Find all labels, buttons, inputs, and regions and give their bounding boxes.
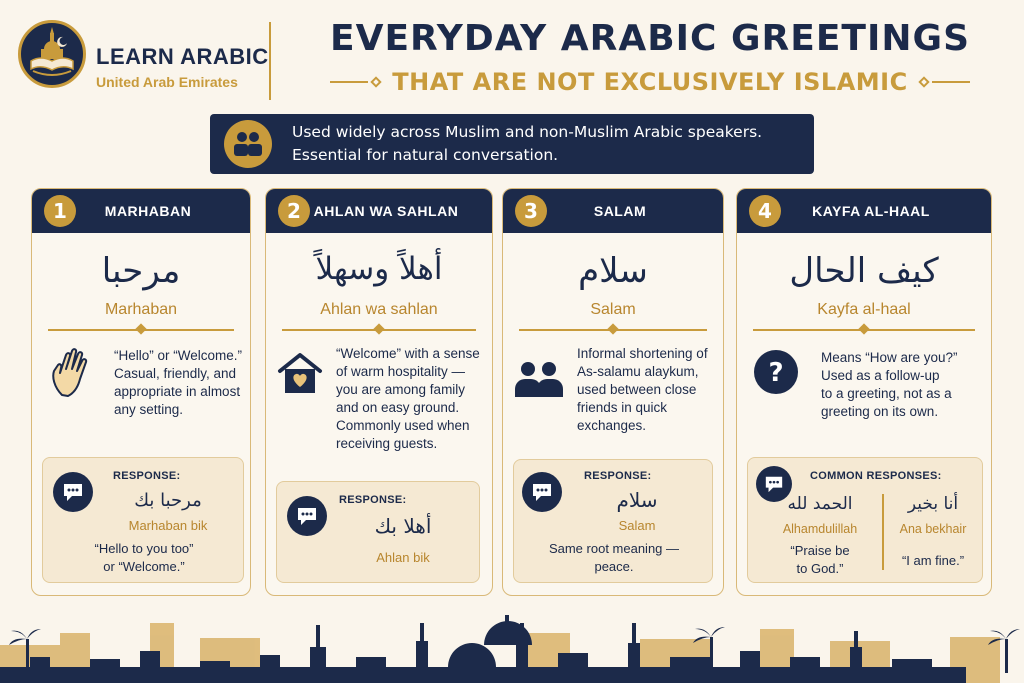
card-number: 4 xyxy=(749,195,781,227)
card-description xyxy=(821,349,989,421)
page-title: EVERYDAY ARABIC GREETINGS xyxy=(329,18,970,59)
arabic-greeting: كيف الحال xyxy=(789,251,939,291)
response-arabic: مرحبا بك xyxy=(134,490,202,511)
desc-line: “Welcome” with a sense xyxy=(336,346,480,361)
people-icon xyxy=(513,359,565,403)
speech-bubble-icon xyxy=(53,472,93,512)
arabic-greeting: سلام xyxy=(578,251,648,291)
speech-bubble-icon xyxy=(287,496,327,536)
card-heading: KAYFA AL-HAAL xyxy=(812,203,930,219)
arabic-greeting: أهلاً وسهلاً xyxy=(315,251,443,287)
response-label: RESPONSE: xyxy=(584,470,652,482)
banner-line-2: Essential for natural conversation. xyxy=(292,146,559,164)
meaning-line: “Hello to you too” xyxy=(94,541,194,556)
card-heading: SALAM xyxy=(593,203,647,219)
response-meaning-left xyxy=(770,542,870,578)
response-transliteration: Marhaban bik xyxy=(128,518,208,533)
mosque-book-icon xyxy=(25,27,79,81)
greeting-card-ahlan-wa-sahlan xyxy=(265,188,493,596)
desc-line: As-salamu alaykum, xyxy=(577,364,699,379)
divider xyxy=(282,329,476,331)
response-label: RESPONSE: xyxy=(113,470,181,482)
desc-line: friends in quick xyxy=(577,400,668,415)
page-subtitle: THAT ARE NOT EXCLUSIVELY ISLAMIC xyxy=(392,68,908,96)
response-meaning xyxy=(53,540,235,576)
card-number: 2 xyxy=(278,195,310,227)
brand-region: United Arab Emirates xyxy=(96,74,238,90)
desc-line: used between close xyxy=(577,382,697,397)
speech-bubble-icon xyxy=(522,472,562,512)
response-transliteration-left: Alhamdulillah xyxy=(782,522,858,536)
response-transliteration-right: Ana bekhair xyxy=(899,522,967,536)
transliteration: Marhaban xyxy=(104,301,178,318)
card-description xyxy=(336,345,492,453)
desc-line: any setting. xyxy=(114,402,184,417)
divider xyxy=(519,329,707,331)
card-description xyxy=(114,347,246,419)
response-arabic: أهلا بك xyxy=(374,514,432,538)
ornament-left xyxy=(330,78,380,86)
transliteration: Kayfa al-haal xyxy=(817,301,911,318)
greeting-card-marhaban xyxy=(31,188,251,596)
meaning-line: to God.” xyxy=(796,561,844,576)
desc-line: appropriate in almost xyxy=(114,384,241,399)
response-meaning-right xyxy=(888,552,978,570)
ornament-right xyxy=(920,78,970,86)
logo xyxy=(18,20,86,88)
response-label: RESPONSE: xyxy=(339,494,407,506)
greeting-card-kayfa-al-haal xyxy=(736,188,992,596)
desc-line: receiving guests. xyxy=(336,436,438,451)
header-divider xyxy=(269,22,271,100)
banner-line-1: Used widely across Muslim and non-Muslim Arabic speakers. xyxy=(292,123,763,141)
transliteration: Salam xyxy=(590,301,636,318)
desc-line: Informal shortening of xyxy=(577,346,708,361)
card-number: 3 xyxy=(515,195,547,227)
desc-line: of warm hospitality — xyxy=(336,364,466,379)
city-skyline-illustration xyxy=(0,593,1024,683)
waving-hand-icon xyxy=(48,347,96,403)
card-header xyxy=(503,189,723,233)
response-meaning xyxy=(522,540,706,576)
meaning-line: or “Welcome.” xyxy=(103,559,185,574)
meaning-line: “Praise be xyxy=(790,543,850,558)
greeting-card-salam xyxy=(502,188,724,596)
desc-line: Used as a follow-up xyxy=(821,368,940,383)
response-box xyxy=(276,481,480,583)
transliteration: Ahlan wa sahlan xyxy=(320,301,438,318)
subtitle-row xyxy=(300,68,1000,96)
response-box xyxy=(747,457,983,583)
people-icon xyxy=(224,120,272,168)
desc-line: “Hello” or “Welcome.” xyxy=(114,348,243,363)
card-number: 1 xyxy=(44,195,76,227)
desc-line: and on easy ground. xyxy=(336,400,460,415)
question-icon xyxy=(753,349,799,399)
response-box xyxy=(42,457,244,583)
card-header xyxy=(737,189,991,233)
desc-line: greeting on its own. xyxy=(821,404,939,419)
response-divider xyxy=(882,494,884,570)
desc-line: Casual, friendly, and xyxy=(114,366,237,381)
response-box xyxy=(513,459,713,583)
desc-line: exchanges. xyxy=(577,418,647,433)
response-arabic-left: الحمد لله xyxy=(787,494,853,514)
meaning-line: peace. xyxy=(594,559,634,574)
desc-line: Means “How are you?” xyxy=(821,350,958,365)
house-heart-icon xyxy=(276,351,324,399)
meaning-line: Same root meaning — xyxy=(548,541,680,556)
banner-text xyxy=(292,121,762,167)
info-banner xyxy=(210,114,814,174)
arabic-greeting: مرحبا xyxy=(101,251,181,291)
desc-line: to a greeting, not as a xyxy=(821,386,952,401)
response-arabic-right: أنا بخير xyxy=(907,494,959,514)
card-heading: AHLAN WA SAHLAN xyxy=(313,203,459,219)
response-transliteration: Ahlan bik xyxy=(376,550,430,565)
brand-name: LEARN ARABIC xyxy=(96,44,269,69)
response-transliteration: Salam xyxy=(618,518,656,533)
card-header xyxy=(32,189,250,233)
desc-line: Commonly used when xyxy=(336,418,470,433)
meaning-line: “I am fine.” xyxy=(901,553,965,568)
svg-text:?: ? xyxy=(768,358,784,388)
divider xyxy=(48,329,234,331)
response-arabic: سلام xyxy=(616,488,658,512)
card-heading: MARHABAN xyxy=(104,203,192,219)
desc-line: you are among family xyxy=(336,382,466,397)
response-label: COMMON RESPONSES: xyxy=(810,470,942,482)
brand xyxy=(96,44,269,90)
card-header xyxy=(266,189,492,233)
card-description xyxy=(577,345,721,435)
divider xyxy=(753,329,975,331)
